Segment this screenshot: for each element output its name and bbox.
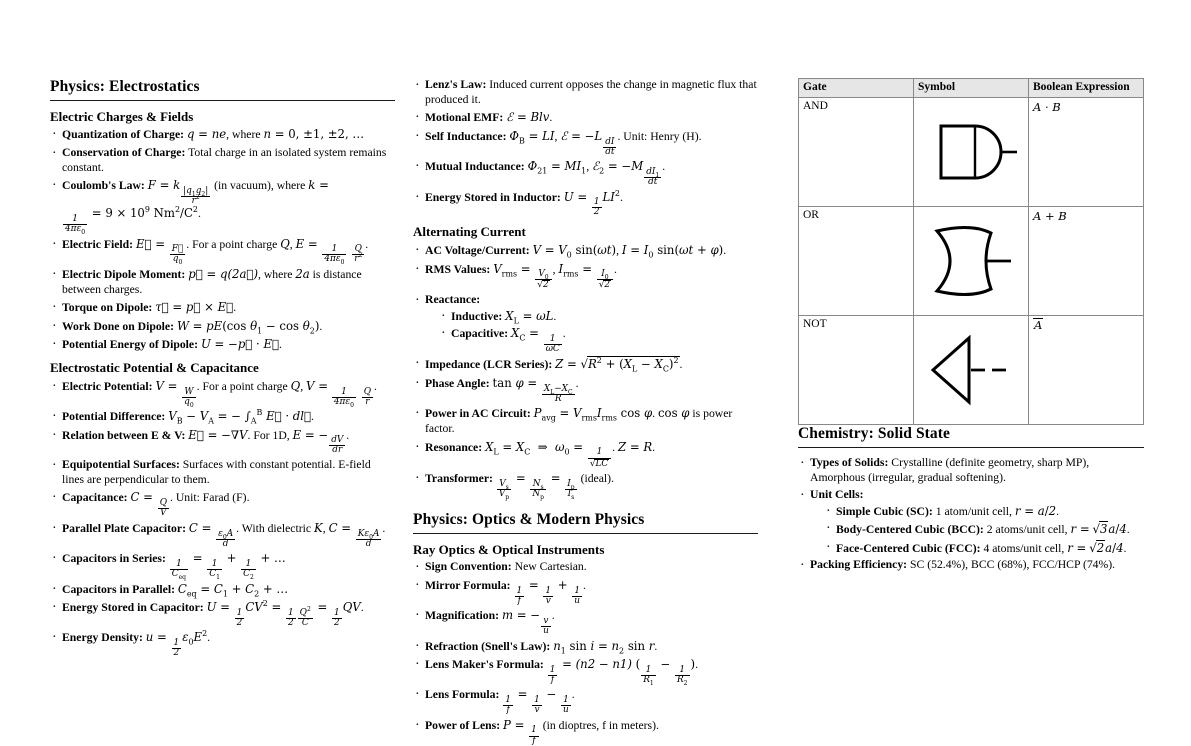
item-term: Parallel Plate Capacitor: (62, 521, 186, 535)
gate-boolean-or: A + B (1029, 207, 1144, 316)
list-item: · Transformer: $\frac{V_s}{V_p}$ = $\frac{N_s}{N_p}$ = $\frac{I_p}{I_s}$ (ideal). (413, 471, 758, 499)
item-term: Motional EMF: (425, 111, 504, 125)
page-title-solid-state: Chemistry: Solid State (798, 425, 951, 442)
list-item: · Power in AC Circuit: $P_{avg} = V_{rms}I_{rms}$ cos φ. cos φ is power factor. (413, 406, 758, 437)
table-row (799, 316, 1144, 425)
item-term: Resonance: (425, 440, 483, 454)
list-electric-charges (50, 127, 395, 353)
heading-rule (413, 533, 758, 534)
list-item: · Mirror Formula: $\frac{1}{f}$ = $\frac{1}{v}$ + $\frac{1}{u}$ . (413, 578, 758, 606)
list-item: · Capacitors in Parallel: $C_{eq} = C_1 + C_2$ + … (50, 582, 395, 598)
item-term: Types of Solids: (810, 455, 889, 469)
item-term: Electric Potential: (62, 379, 153, 393)
list-item: · Face-Centered Cubic (FCC): 4 atoms/unit cell, r = √2a/4. (824, 540, 1144, 556)
list-item: · Energy Density: u = $\frac{1}{2}$ $\varepsilon_0E^2$. (50, 630, 395, 658)
heading-rule (798, 447, 1144, 448)
list-item: · RMS Values: $V_{rms}$ = $\frac{V_0}{√2}$ , $I_{rms}$ = $\frac{I_0}{√2}$ . (413, 262, 758, 291)
not-gate-symbol (914, 328, 1028, 412)
list-item: · Impedance (LCR Series): $Z = √R^2 + (X_L - X_C)^2$. (413, 356, 758, 373)
list-item: · Resonance: $X_L = X_C$ ⇒ $\omega_0$ = $\frac{1}{√LC}$ . Z = R. (413, 440, 758, 469)
list-item: · Coulomb's Law: F = k $\frac{|q_1q_2|}{r^2}$ (in vacuum), where k = $\frac{1}{4\pi\varepsilon_0}$ = $9 \times 10^9$ $Nm^2/C^2$. (50, 178, 395, 234)
list-item: · Lenz's Law: Induced current opposes the change in magnetic flux that produced it. (413, 78, 758, 108)
item-term: Capacitors in Series: (62, 552, 166, 566)
list-item: · Capacitance: C = $\frac{Q}{V}$ . Unit: Farad (F). (50, 490, 395, 518)
item-term: Transformer: (425, 472, 493, 486)
list-item: · Capacitive: $X_C$ = $\frac{1}{\omega C}$ . (439, 326, 758, 354)
item-term: Equipotential Surfaces: (62, 458, 180, 472)
item-term: Impedance (LCR Series): (425, 358, 553, 372)
list-item: · Relation between E & V: E⃗ = −∇V. For 1D, E = − $\frac{dV}{dr}$ . (50, 428, 395, 456)
list-reactance (425, 309, 758, 354)
heading-rule (50, 100, 395, 101)
list-item: · Body-Centered Cubic (BCC): 2 atoms/unit cell, r = √3a/4. (824, 521, 1144, 537)
item-term: Electric Dipole Moment: (62, 267, 186, 281)
table-row (799, 98, 1144, 207)
list-item: · Parallel Plate Capacitor: C = $\frac{\varepsilon_0A}{d}$ . With dielectric K, C = $\frac{K\varepsilon_0A}{d}$ . (50, 521, 395, 549)
item-term: Body-Centered Cubic (BCC): (836, 523, 984, 537)
list-item: · Torque on Dipole: τ⃗ = p⃗ × E⃗. (50, 300, 395, 316)
item-term: Conservation of Charge: (62, 145, 186, 159)
item-term: Lens Maker's Formula: (425, 657, 544, 671)
list-item: · Electric Field: E⃗ = $\frac{F⃗}{q_0}$ . For a point charge Q, E = $\frac{1}{4\pi\varepsilon_0}$ $\frac{Q}{r^2}$ . (50, 237, 395, 265)
list-item: · Packing Efficiency: SC (52.4%), BCC (68%), FCC/HCP (74%). (798, 558, 1144, 573)
item-term: Torque on Dipole: (62, 301, 153, 315)
page-title-electrostatics: Physics: Electrostatics (50, 78, 200, 95)
column-header-boolean: Boolean Expression (1029, 79, 1144, 98)
gate-name-or: OR (799, 207, 914, 316)
column-electrostatics (50, 78, 413, 659)
list-solid-state (798, 456, 1144, 573)
list-item (798, 488, 1144, 556)
or-gate-icon (923, 219, 1019, 303)
list-item: · Refraction (Snell's Law): $n_1$ $\sin i = n_2$ sin r. (413, 639, 758, 655)
item-term: Mutual Inductance: (425, 160, 525, 174)
table-header-row (799, 79, 1144, 98)
list-item: · Mutual Inductance: $\Phi_{21} = MI_1$, ℰ$_2$ = −M $\frac{dI_1}{dt}$ . (413, 159, 758, 187)
list-ray-optics (413, 560, 758, 745)
column-optics-modern-physics (413, 78, 776, 746)
a-bar-overline: A (1034, 318, 1043, 332)
item-term: Self Inductance: (425, 129, 507, 143)
three-column-layout (50, 78, 1141, 746)
list-item: · Electric Potential: V = $\frac{W}{q_0}$ . For a point charge Q, V = $\frac{1}{4\pi\varepsilon_0}$ $\frac{Q}{r}$ . (50, 379, 395, 407)
list-item: · Work Done on Dipole: W = pE(cos $\theta_1 - \cos \theta_2$). (50, 319, 395, 335)
item-term: Capacitors in Parallel: (62, 582, 175, 596)
item-term: AC Voltage/Current: (425, 244, 530, 258)
item-term: Lens Formula: (425, 688, 500, 702)
list-item: · Potential Energy of Dipole: U = −p⃗ · E⃗. (50, 337, 395, 353)
list-item: · Conservation of Charge: Total charge in an isolated system remains constant. (50, 146, 395, 176)
and-gate-icon (923, 110, 1019, 194)
list-item: · Motional EMF: ℰ = Blv. (413, 110, 758, 126)
item-term: Power of Lens: (425, 718, 501, 732)
list-item: · Magnification: m = − $\frac{v}{u}$ . (413, 608, 758, 636)
list-item: · Phase Angle: tan φ = $\frac{X_L-X_C}{R}$ . (413, 376, 758, 404)
column-header-symbol: Symbol (914, 79, 1029, 98)
list-item (413, 293, 758, 354)
list-item: · Energy Stored in Inductor: U = $\frac{1}{2}$ $LI^2$. (413, 190, 758, 218)
section-heading-alternating-current: Alternating Current (413, 224, 526, 240)
list-item: · Electric Dipole Moment: p⃗ = q(2a⃗), where 2a is distance between charges. (50, 267, 395, 298)
item-term: Potential Difference: (62, 410, 166, 424)
item-term: Energy Stored in Inductor: (425, 190, 561, 204)
list-item: · Types of Solids: Crystalline (definite geometry, sharp MP), Amorphous (irregular, gradual softening). (798, 456, 1144, 486)
list-item: · Lens Maker's Formula: $\frac{1}{f}$ = (n2 − n1) ( $\frac{1}{R_1}$ − $\frac{1}{R_2}$ ). (413, 657, 758, 685)
item-term: Electric Field: (62, 237, 134, 251)
and-gate-symbol (914, 110, 1028, 194)
item-term: Simple Cubic (SC): (836, 505, 933, 519)
list-item: · Equipotential Surfaces: Surfaces with constant potential. E-field lines are perpendicular to them. (50, 458, 395, 488)
item-term: RMS Values: (425, 262, 491, 276)
list-item: · Self Inductance: $\Phi_B$ = LI, ℰ = −L $\frac{dI}{dt}$ . Unit: Henry (H). (413, 129, 758, 157)
column-header-gate: Gate (799, 79, 914, 98)
not-gate-icon (923, 328, 1019, 412)
page-title-optics: Physics: Optics & Modern Physics (413, 510, 645, 528)
list-item: · AC Voltage/Current: $V = V_0$ sin(ωt), $I = I_0$ sin(ωt + φ). (413, 243, 758, 259)
gate-name-and: AND (799, 98, 914, 207)
item-term: Energy Stored in Capacitor: (62, 601, 204, 614)
item-term: Energy Density: (62, 631, 143, 645)
item-term: Potential Energy of Dipole: (62, 338, 199, 352)
gate-name-not: NOT (799, 316, 914, 425)
item-term: Magnification: (425, 609, 500, 623)
list-item: · Inductive: $X_L = \omega L$. (439, 309, 758, 324)
item-term: Inductive: (451, 309, 503, 323)
gate-symbol-cell-not (914, 316, 1029, 425)
list-item: · Power of Lens: P = $\frac{1}{f}$ (in dioptres, f in meters). (413, 718, 758, 746)
item-term: Quantization of Charge: (62, 128, 185, 142)
logic-gate-table (798, 78, 1144, 425)
item-term: Reactance: (425, 292, 481, 306)
list-item: · Potential Difference: $V_B - V_A$ = − $\int_A^B$ E⃗ · dl⃗. (50, 409, 395, 425)
or-gate-symbol (914, 219, 1028, 303)
gate-symbol-cell-or (914, 207, 1029, 316)
item-term: Relation between E & V: (62, 428, 186, 442)
item-term: Phase Angle: (425, 376, 490, 390)
list-item: · Lens Formula: $\frac{1}{f}$ = $\frac{1}{v}$ − $\frac{1}{u}$ . (413, 687, 758, 715)
section-heading-electrostatic-potential: Electrostatic Potential & Capacitance (50, 360, 259, 376)
section-heading-ray-optics: Ray Optics & Optical Instruments (413, 541, 605, 557)
list-item: · Simple Cubic (SC): 1 atom/unit cell, r = a/2. (824, 504, 1144, 519)
item-term: Capacitive: (451, 327, 509, 341)
section-heading-electric-charges: Electric Charges & Fields (50, 108, 194, 124)
list-unit-cells (810, 504, 1144, 556)
list-induction-continued (413, 78, 758, 217)
item-term: Face-Centered Cubic (FCC): (836, 541, 981, 555)
gate-boolean-not (1029, 316, 1144, 425)
item-term: Packing Efficiency: (810, 558, 908, 572)
item-term: Lenz's Law: (425, 78, 487, 91)
item-term: Unit Cells: (810, 488, 864, 502)
list-item: · Capacitors in Series: $\frac{1}{C_{eq}}$ = $\frac{1}{C_1}$ + $\frac{1}{C_2}$ + … (50, 551, 395, 579)
gate-boolean-and: A · B (1029, 98, 1144, 207)
item-term: Mirror Formula: (425, 578, 511, 592)
list-alternating-current (413, 243, 758, 499)
item-term: Capacitance: (62, 491, 128, 505)
gate-symbol-cell-and (914, 98, 1029, 207)
item-term: Coulomb's Law: (62, 179, 145, 193)
item-term: Power in AC Circuit: (425, 407, 531, 421)
list-item: · Sign Convention: New Cartesian. (413, 560, 758, 575)
item-term: Sign Convention: (425, 560, 512, 574)
table-row (799, 207, 1144, 316)
list-electrostatic-potential (50, 379, 395, 658)
column-logic-gates-solid-state (776, 78, 1144, 626)
item-term: Work Done on Dipole: (62, 319, 175, 333)
item-term: Refraction (Snell's Law): (425, 639, 551, 653)
list-item: · Energy Stored in Capacitor: U = $\frac{1}{2}$ $CV^2$ = $\frac{1}{2}$ $\frac{Q^2}{C}$ = $\frac{1}{2}$ QV. (50, 600, 395, 628)
list-item: · Quantization of Charge: q = ne, where n = 0, ±1, ±2, … (50, 127, 395, 143)
